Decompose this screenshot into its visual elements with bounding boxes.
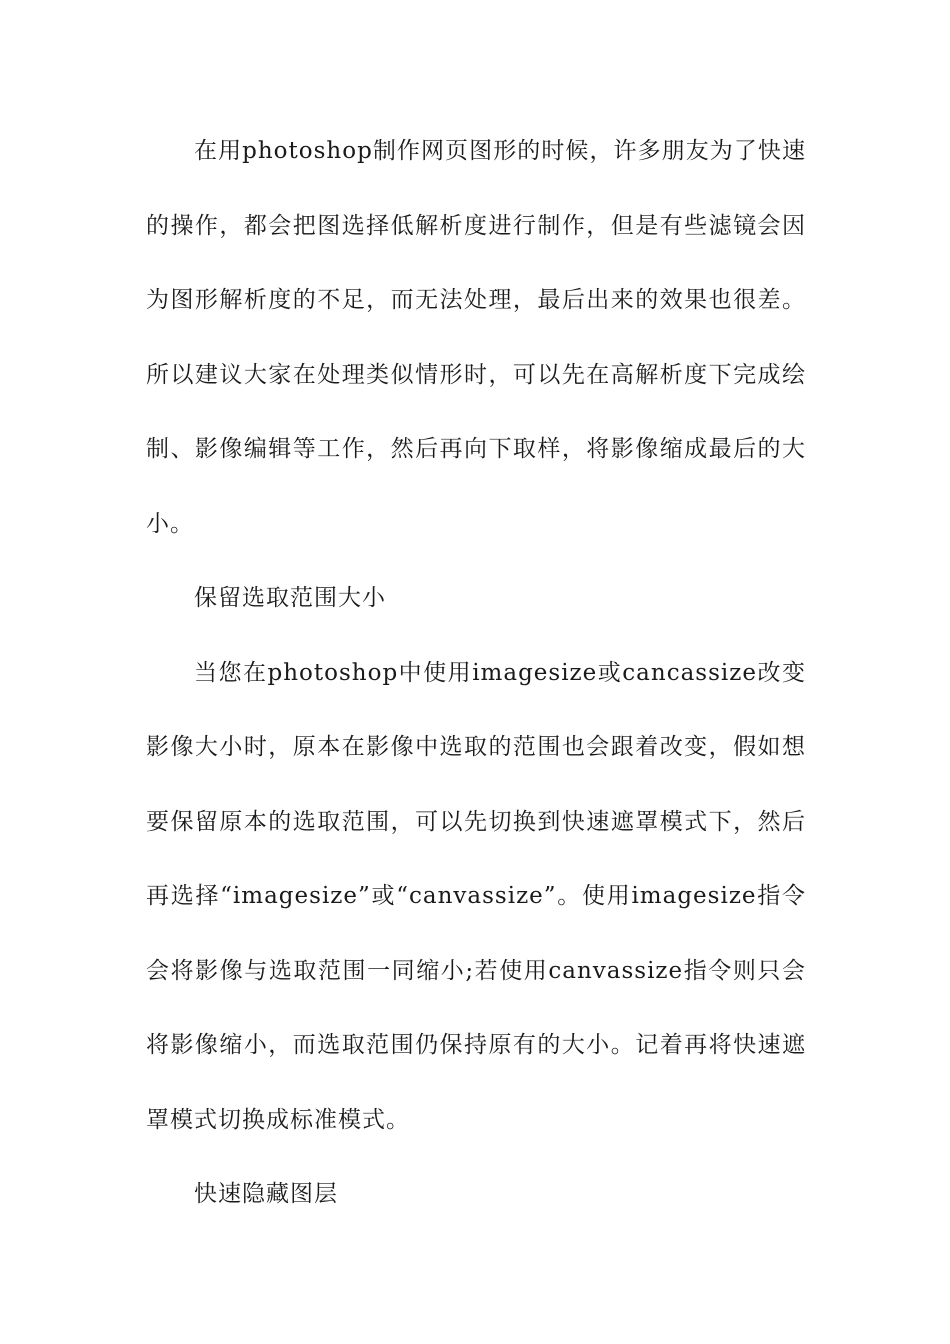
section-heading-quick-hide-layers: 快速隐藏图层 <box>194 1181 338 1207</box>
section-heading-keep-selection-size: 保留选取范围大小 <box>194 585 386 611</box>
paragraph-keep-selection-size: 当您在photoshop中使用imagesize或cancassize改变影像大小时，原本在影像中选取的范围也会跟着改变，假如想要保留原本的选取范围，可以先切换到快速遮罩模式下，然后再选择“imagesize”或“canvassize”。使用imagesize指令会将影像与选取范围一同缩小;若使用canvassize指令则只会将影像缩小，而选取范围仍保持原有的大小。记着再将快速遮罩模式切换成标准模式。 <box>146 659 806 1133</box>
document-body <box>146 114 806 1232</box>
paragraph-low-resolution-tip: 在用photoshop制作网页图形的时候，许多朋友为了快速的操作，都会把图选择低解析度进行制作，但是有些滤镜会因为图形解析度的不足，而无法处理，最后出来的效果也很差。所以建议大家在处理类似情形时，可以先在高解析度下完成绘制、影像编辑等工作，然后再向下取样，将影像缩成最后的大小。 <box>146 138 806 537</box>
